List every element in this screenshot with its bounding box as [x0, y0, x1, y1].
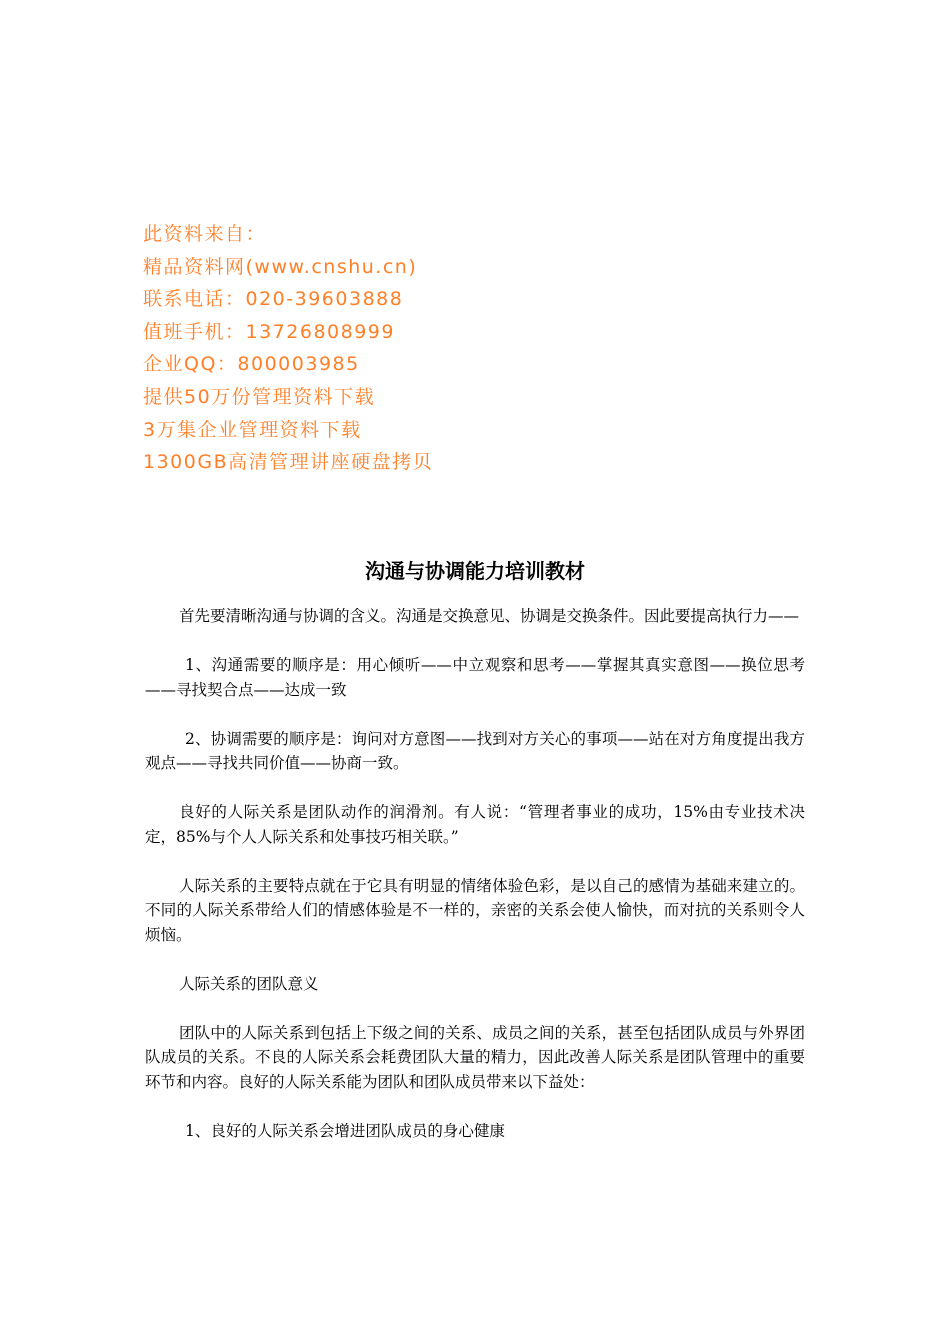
source-info-block: [143, 218, 663, 479]
paragraph-team-relationships: 团队中的人际关系到包括上下级之间的关系、成员之间的关系，甚至包括团队成员与外界团队成员的关系。不良的人际关系会耗费团队大量的精力，因此改善人际关系是团队管理中的重要环节和内容。良好的人际关系能为团队和团队成员带来以下益处：: [145, 1023, 805, 1091]
offer-line-2: 3万集企业管理资料下载: [143, 418, 362, 441]
paragraph-relationship-features: 人际关系的主要特点就在于它具有明显的情绪体验色彩，是以自己的感情为基础来建立的。不同的人际关系带给人们的情感体验是不一样的，亲密的关系会使人愉快，而对抗的关系则令人烦恼。: [145, 876, 805, 944]
section-heading-team-meaning: 人际关系的团队意义: [179, 974, 319, 993]
document-title: 沟通与协调能力培训教材: [365, 559, 585, 583]
paragraph-benefit-1: 1、良好的人际关系会增进团队成员的身心健康: [185, 1121, 505, 1140]
paragraph-relationship-lubricant: 良好的人际关系是团队动作的润滑剂。有人说：“管理者事业的成功，15%由专业技术决定，85%与个人人际关系和处事技巧相关联。”: [145, 803, 805, 846]
website-line: 精品资料网(www.cnshu.cn): [143, 255, 418, 278]
paragraph-intro: 首先要清晰沟通与协调的含义。沟通是交换意见、协调是交换条件。因此要提高执行力——: [179, 607, 800, 625]
mobile-line: 值班手机：13726808999: [143, 320, 395, 343]
offer-line-1: 提供50万份管理资料下载: [143, 385, 376, 408]
qq-line: 企业QQ：800003985: [143, 353, 360, 376]
offer-line-3: 1300GB高清管理讲座硬盘拷贝: [143, 451, 434, 474]
phone-line: 联系电话：020-39603888: [143, 288, 404, 311]
source-line: 此资料来自：: [143, 223, 267, 245]
document-body: [145, 604, 805, 1168]
paragraph-coordination-order: 2、协调需要的顺序是：询问对方意图——找到对方关心的事项——站在对方角度提出我方观点——寻找共同价值——协商一致。: [145, 729, 805, 772]
paragraph-communication-order: 1、沟通需要的顺序是：用心倾听——中立观察和思考——掌握其真实意图——换位思考——寻找契合点——达成一致: [145, 656, 805, 699]
